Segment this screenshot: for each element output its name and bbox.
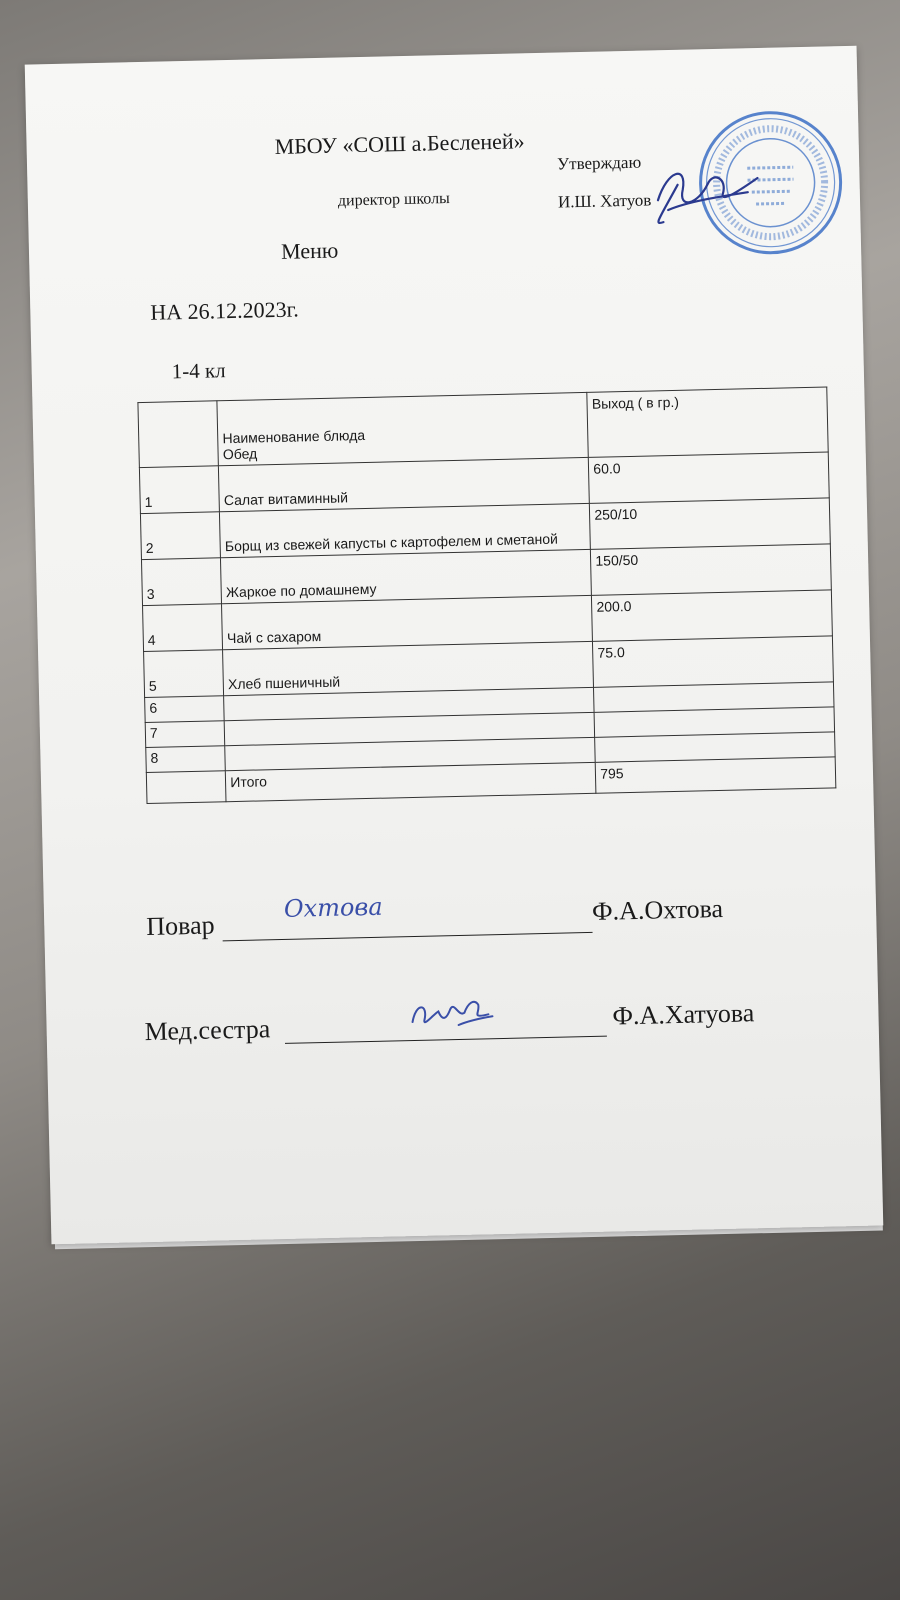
column-header-name: Наименование блюда	[222, 426, 366, 447]
dish-output: 75.0	[593, 636, 834, 687]
dish-name: Жаркое по домашнему	[221, 549, 592, 603]
approve-label: Утверждаю	[556, 152, 642, 174]
dish-output: 200.0	[592, 590, 833, 641]
column-header-output: Выход ( в гр.)	[587, 387, 828, 457]
director-name: И.Ш. Хатуов	[557, 190, 652, 212]
cook-name: Ф.А.Охтова	[591, 893, 724, 926]
total-value: 795	[595, 757, 835, 793]
column-header-meal: Обед	[222, 445, 258, 463]
nurse-name: Ф.А.Хатуова	[612, 998, 755, 1031]
row-number: 3	[141, 558, 221, 606]
dish-output: 150/50	[591, 544, 832, 595]
school-name: МБОУ «СОШ а.Бесленей»	[274, 128, 525, 159]
dish-name: Чай с сахаром	[222, 595, 593, 649]
cook-label: Повар	[145, 910, 215, 942]
dish-output: 250/10	[590, 498, 831, 549]
total-label: Итого	[226, 762, 597, 801]
dish-name: Салат витаминный	[219, 457, 590, 511]
cook-handwritten-signature: Охтова	[283, 892, 383, 923]
row-number: 8	[146, 746, 226, 773]
row-number: 2	[140, 512, 220, 560]
row-number: 6	[145, 696, 225, 723]
menu-table	[137, 386, 836, 804]
dish-output: 60.0	[589, 452, 830, 503]
menu-date: НА 26.12.2023г.	[150, 296, 299, 325]
grade-label: 1-4 кл	[171, 358, 226, 384]
row-number: 1	[139, 466, 219, 514]
menu-document	[25, 46, 884, 1245]
nurse-label: Мед.сестра	[144, 1014, 271, 1047]
director-title: директор школы	[337, 189, 451, 210]
menu-title: Меню	[280, 237, 339, 264]
director-signature	[647, 148, 769, 231]
dish-name: Борщ из свежей капусты с картофелем и сметаной	[220, 503, 591, 557]
row-number: 5	[144, 650, 224, 698]
dish-name: Хлеб пшеничный	[223, 641, 594, 695]
row-number: 4	[143, 604, 223, 652]
row-number: 7	[145, 721, 225, 748]
cook-signature-line	[222, 920, 592, 941]
nurse-handwritten-signature	[408, 990, 499, 1034]
